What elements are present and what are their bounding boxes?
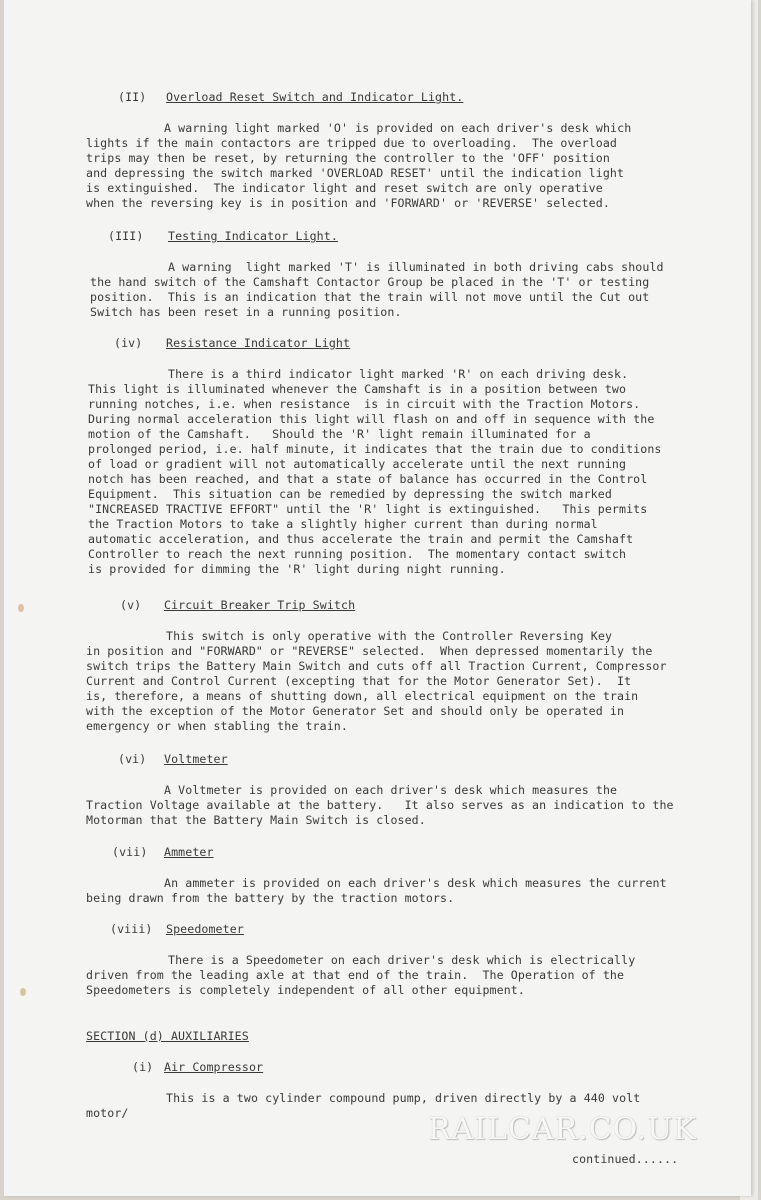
text-line: This is a two cylinder compound pump, driven directly by a 440 volt bbox=[166, 1091, 641, 1105]
text-line: and depressing the switch marked 'OVERLOAD RESET' until the indication light bbox=[86, 166, 625, 180]
text-line: Current and Control Current (excepting that for the Motor Generator Set). It bbox=[86, 674, 632, 688]
text-line: "INCREASED TRACTIVE EFFORT" until the 'R' light is extinguished. This permits bbox=[88, 502, 648, 516]
text-line: automatic acceleration, and thus accelerate the train and permit the Camshaft bbox=[88, 532, 634, 546]
text-line: is provided for dimming the 'R' light during night running. bbox=[88, 562, 506, 576]
section-title: Speedometer bbox=[166, 922, 244, 936]
text-line: motor/ bbox=[86, 1106, 129, 1120]
text-line: Controller to reach the next running position. The momentary contact switch bbox=[88, 547, 627, 561]
text-line: trips may then be reset, by returning the controller to the 'OFF' position bbox=[86, 151, 610, 165]
section-title: Overload Reset Switch and Indicator Light. bbox=[166, 90, 464, 104]
section-title: Circuit Breaker Trip Switch bbox=[164, 598, 356, 612]
text-line: notch has been reached, and that a state of balance has occurred in the Control bbox=[88, 472, 648, 486]
section-title: Ammeter bbox=[164, 845, 214, 859]
text-line: prolonged period, i.e. half minute, it indicates that the train due to conditions bbox=[88, 442, 662, 456]
text-line: the hand switch of the Camshaft Contactor Group be placed in the 'T' or testing bbox=[90, 275, 650, 289]
document-body bbox=[4, 0, 751, 1196]
section-number: (III) bbox=[108, 229, 144, 243]
text-line: A warning light marked 'O' is provided on each driver's desk which bbox=[164, 121, 632, 135]
text-line: During normal acceleration this light will flash on and off in sequence with the bbox=[88, 412, 655, 426]
text-line: Traction Voltage available at the battery. It also serves as an indication to the bbox=[86, 798, 674, 812]
text-line: the Traction Motors to take a slightly higher current than during normal bbox=[88, 517, 598, 531]
section-number: (iv) bbox=[114, 336, 143, 350]
text-line: There is a Speedometer on each driver's desk which is electrically bbox=[168, 953, 636, 967]
section-title: Testing Indicator Light. bbox=[168, 229, 338, 243]
text-line: with the exception of the Motor Generator Set and should only be operated in bbox=[86, 704, 625, 718]
text-line: Motorman that the Battery Main Switch is closed. bbox=[86, 813, 426, 827]
text-line: An ammeter is provided on each driver's desk which measures the current bbox=[164, 876, 667, 890]
text-line: This light is illuminated whenever the Camshaft is in a position between two bbox=[88, 382, 627, 396]
text-line: when the reversing key is in position and 'FORWARD' or 'REVERSE' selected. bbox=[86, 196, 610, 210]
section-title: Voltmeter bbox=[164, 752, 228, 766]
text-line: position. This is an indication that the train will not move until the Cut out bbox=[90, 290, 650, 304]
subsection-number: (i) bbox=[132, 1060, 154, 1074]
text-line: switch trips the Battery Main Switch and cuts off all Traction Current, Compressor bbox=[86, 659, 667, 673]
text-line: A warning light marked 'T' is illuminated in both driving cabs should bbox=[168, 260, 664, 274]
section-number: (vi) bbox=[118, 752, 147, 766]
text-line: running notches, i.e. when resistance is in circuit with the Traction Motors. bbox=[88, 397, 641, 411]
text-line: is, therefore, a means of shutting down, all electrical equipment on the train bbox=[86, 689, 639, 703]
section-title: Resistance Indicator Light bbox=[166, 336, 351, 350]
text-line: lights if the main contactors are tripped due to overloading. The overload bbox=[86, 136, 618, 150]
section-number: (viii) bbox=[110, 922, 153, 936]
text-line: driven from the leading axle at that end of the train. The Operation of the bbox=[86, 968, 625, 982]
text-line: emergency or when stabling the train. bbox=[86, 719, 348, 733]
railcar-watermark: RAILCAR.CO.UK bbox=[428, 1112, 697, 1147]
text-line: motion of the Camshaft. Should the 'R' light remain illuminated for a bbox=[88, 427, 591, 441]
text-line: being drawn from the battery by the traction motors. bbox=[86, 891, 455, 905]
text-line: Speedometers is completely independent of all other equipment. bbox=[86, 983, 525, 997]
section-number: (II) bbox=[118, 90, 147, 104]
text-line: This switch is only operative with the Controller Reversing Key bbox=[166, 629, 613, 643]
text-line: There is a third indicator light marked 'R' on each driving desk. bbox=[168, 367, 629, 381]
subsection-title: Air Compressor bbox=[164, 1060, 264, 1074]
continued-note: continued...... bbox=[572, 1152, 679, 1166]
text-line: Equipment. This situation can be remedied by depressing the switch marked bbox=[88, 487, 612, 501]
text-line: of load or gradient will not automatically accelerate until the next running bbox=[88, 457, 627, 471]
text-line: Switch has been reset in a running position. bbox=[90, 305, 402, 319]
text-line: is extinguished. The indicator light and reset switch are only operative bbox=[86, 181, 603, 195]
section-d-heading: SECTION (d) AUXILIARIES bbox=[86, 1029, 249, 1043]
section-number: (vii) bbox=[112, 845, 148, 859]
text-line: in position and "FORWARD" or "REVERSE" selected. When depressed momentarily the bbox=[86, 644, 653, 658]
section-number: (v) bbox=[120, 598, 142, 612]
text-line: A Voltmeter is provided on each driver's desk which measures the bbox=[164, 783, 618, 797]
typed-page bbox=[4, 0, 751, 1196]
